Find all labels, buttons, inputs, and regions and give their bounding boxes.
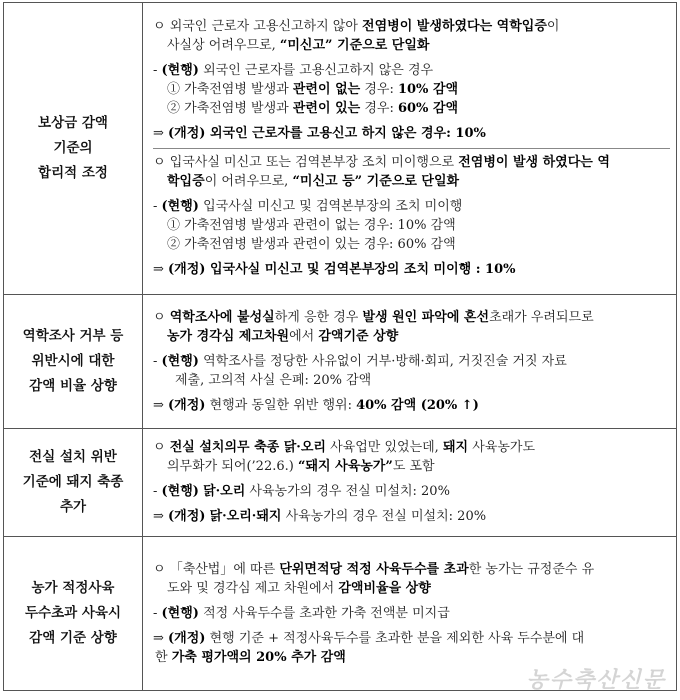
content-line: ㅇ 「축산법」에 따른 단위면적당 적정 사육두수를 초과한 농가는 규정준수 유 [153,561,595,577]
content-line: ⇒ (개정) 입국사실 미신고 및 검역본부장의 조치 미이행 : 10% [153,262,516,277]
content-line: ② 가축전염병 발생과 관련이 있는 경우: 60% 감액 [167,237,456,252]
content-line: 농가 경각심 제고차원에서 감액기준 상향 [167,328,399,344]
watermark: 농수축산신문 [526,668,666,693]
row-label-line: 기준에 돼지 축종 [22,474,124,490]
content-block [153,556,670,672]
content-line: ⇒ (개정) 현행과 동일한 위반 행위: 40% 감액 (20% ↑) [153,397,479,413]
row-content [143,429,677,537]
document-page [3,2,677,691]
content-line: - (현행) 적정 사육두수를 초과한 가축 전액분 미지급 [153,605,450,621]
content-line: - (현행) 입국사실 미신고 및 검역본부장의 조치 미이행 [153,199,463,214]
row-label [4,3,143,295]
row-label-line: 감액 기준 상향 [29,630,117,646]
table-row [4,3,677,295]
content-line: 도와 및 경각심 제고 차원에서 감액비율을 상향 [167,580,431,596]
content-line: 사실상 어려우므로, “미신고” 기준으로 단일화 [167,38,430,53]
row-label-line: 보상금 감액 [38,115,108,131]
content-line: 의무화가 되어(’22.6.) “돼지 사육농가”도 포함 [167,459,435,474]
row-content [143,3,677,295]
content-block [153,13,670,148]
content-line: 학입증이 어려우므로, “미신고 등” 기준으로 단일화 [167,174,460,189]
row-label [4,295,143,429]
content-block [153,148,670,284]
policy-table [3,2,677,691]
content-line: ⇒ (개정) 외국인 근로자를 고용신고 하지 않은 경우: 10% [153,126,486,141]
row-label-line: 기준의 [53,140,93,156]
content-line: - (현행) 닭·오리 사육농가의 경우 전실 미설치: 20% [153,484,450,499]
row-label-line: 합리적 조정 [38,165,108,181]
content-line: ⇒ (개정) 현행 기준 + 적정사육두수를 초과한 분을 제외한 사육 두수분에 대 [153,630,585,646]
content-line: ㅇ 역학조사에 불성실하게 응한 경우 발생 원인 파악에 혼선초래가 우려되므로 [153,309,594,325]
content-line: - (현행) 외국인 근로자를 고용신고하지 않은 경우 [153,63,434,78]
content-line: ⇒ (개정) 닭·오리·돼지 사육농가의 경우 전실 미설치: 20% [153,509,487,524]
row-label [4,429,143,537]
content-line: 제출, 고의적 사실 은폐: 20% 감액 [175,372,372,388]
content-line: ㅇ 외국인 근로자 고용신고하지 않아 전염병이 발생하였다는 역학입증이 [153,19,560,34]
row-label-line: 두수초과 사육시 [25,605,121,621]
row-label [4,537,143,691]
row-label-line: 역학조사 거부 등 [22,328,124,344]
row-label-line: 전실 설치 위반 [29,449,117,465]
table-row [4,429,677,537]
row-label-line: 추가 [59,499,87,515]
content-line: ㅇ 전실 설치의무 축종 닭·오리 사육업만 있었는데, 돼지 사육농가도 [153,440,536,455]
row-label-line: 감액 비율 상향 [29,378,117,394]
row-label-line: 위반시에 대한 [31,353,115,369]
content-line: ① 가축전염병 발생과 관련이 없는 경우: 10% 감액 [167,218,456,233]
table-row [4,295,677,429]
content-block [153,434,670,531]
row-content [143,295,677,429]
content-line: ① 가축전염병 발생과 관련이 없는 경우: 10% 감액 [167,82,459,97]
row-label-line: 농가 적정사육 [31,580,115,596]
content-line: ㅇ 입국사실 미신고 또는 검역본부장 조치 미이행으로 전염병이 발생 하였다는 역 [153,155,610,170]
content-block [153,304,670,420]
content-line: 한 가축 평가액의 20% 추가 감액 [155,649,346,665]
content-line: ② 가축전염병 발생과 관련이 있는 경우: 60% 감액 [167,101,459,116]
content-line: - (현행) 역학조사를 정당한 사유없이 거부·방해·회피, 거짓진술 거짓 자료 [153,353,567,369]
